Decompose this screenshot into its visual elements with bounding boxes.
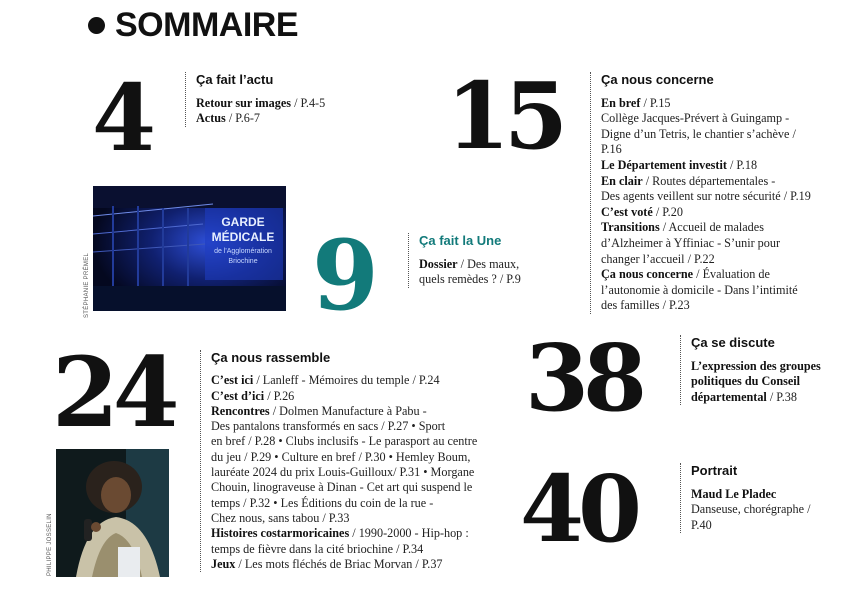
sign-text: MÉDICALE (211, 230, 275, 244)
singer-photo (56, 449, 169, 577)
toc-entry-line[interactable]: L’expression des groupes (691, 358, 821, 373)
toc-entry-line: temps de fièvre dans la cité briochine / P.34 (211, 541, 424, 556)
section-heading: Ça fait l’actu (196, 72, 274, 87)
section-38 (680, 335, 841, 405)
section-heading: Ça nous rassemble (211, 350, 331, 365)
page-title (88, 6, 298, 45)
toc-entry[interactable]: En clair / Routes départementales - (601, 173, 776, 188)
garde-medicale-photo (93, 186, 286, 311)
toc-entry-line: P.16 (601, 142, 622, 157)
toc-entry[interactable]: Ça nous concerne / Évaluation de (601, 267, 770, 282)
section-heading: Ça se discute (691, 335, 775, 350)
section-number-15: 15 (446, 62, 563, 170)
title-text: SOMMAIRE (115, 6, 298, 44)
section-number-9: 9 (312, 219, 373, 332)
toc-entry-line: d’Alzheimer à Yffiniac - S’unir pour (601, 235, 781, 250)
section-4 (185, 72, 366, 127)
toc-entry[interactable]: C’est d’ici / P.26 (211, 388, 295, 403)
section-15 (590, 72, 831, 314)
photo-credit: PHILIPPE JOSSELIN (47, 513, 53, 576)
section-heading: Portrait (691, 463, 738, 478)
toc-entry-line: lauréate 2024 du prix Louis-Guilloux/ P.31 • Morgane (211, 465, 475, 480)
toc-entry[interactable]: Transitions / Accueil de malades (601, 220, 764, 235)
toc-entry[interactable]: Maud Le Pladec (691, 486, 777, 501)
section-number-24: 24 (52, 336, 174, 449)
section-heading: Ça fait la Une (419, 233, 502, 248)
toc-entry-line: des familles / P.23 (601, 298, 690, 313)
section-number-4: 4 (92, 64, 151, 172)
toc-entry-line: Des pantalons transformés en sacs / P.27 • Sport (211, 419, 446, 434)
toc-entry[interactable]: Rencontres / Dolmen Manufacture à Pabu - (211, 403, 427, 418)
toc-entry[interactable]: C’est voté / P.20 (601, 204, 683, 219)
bullet-dot (88, 17, 105, 34)
sign-text: Briochine (228, 258, 258, 265)
toc-entry[interactable]: Le Département investit / P.18 (601, 157, 758, 172)
toc-entry-line: l’autonomie à domicile - Dans l’intimité (601, 282, 798, 297)
toc-entry-line: Collège Jacques-Prévert à Guingamp - (601, 111, 790, 126)
toc-entry-line: Chez nous, sans tabou / P.33 (211, 510, 350, 525)
toc-entry-line: Digne d’un Tetris, le chantier s’achève / (601, 126, 796, 141)
toc-entry-line: changer l’accueil / P.22 (601, 251, 715, 266)
section-heading: Ça nous concerne (601, 72, 714, 87)
toc-entry-line: Chouin, linograveuse à Dinan - Cet art qui suspend le (211, 480, 473, 495)
toc-entry-line: quels remèdes ? / P.9 (419, 272, 521, 287)
toc-entry[interactable]: En bref / P.15 (601, 95, 671, 110)
section-40 (680, 463, 841, 533)
toc-entry-line: temps / P.32 • Les Éditions du coin de la rue - (211, 495, 434, 510)
section-9 (408, 233, 579, 288)
section-number-38: 38 (525, 324, 642, 432)
toc-entry-line: Des agents veillent sur notre sécurité / P.19 (601, 189, 811, 204)
toc-entry[interactable]: départemental / P.38 (691, 389, 797, 404)
photo-credit: STÉPHANIE PRÉMEL (84, 252, 90, 318)
toc-entry[interactable]: Dossier / Des maux, (419, 256, 520, 271)
section-number-40: 40 (520, 455, 637, 563)
toc-entry-line: en bref / P.28 • Clubs inclusifs - Le parasport au centre (211, 434, 478, 449)
toc-entry[interactable]: Actus / P.6-7 (196, 111, 260, 126)
sign-text: de l'Agglomération (214, 248, 272, 255)
toc-entry[interactable]: C’est ici / Lanleff - Mémoires du temple / P.24 (211, 373, 440, 388)
toc-entry[interactable]: Histoires costarmoricaines / 1990-2000 - Hip-hop : (211, 526, 469, 541)
sign-text: GARDE (221, 215, 265, 229)
toc-entry-line: du jeu / P.29 • Culture en bref / P.30 • Hemley Boum, (211, 449, 471, 464)
toc-entry-line: Danseuse, chorégraphe / (691, 502, 811, 517)
toc-entry-line: P.40 (691, 517, 712, 532)
section-24 (200, 350, 496, 572)
toc-entry-line[interactable]: politiques du Conseil (691, 374, 801, 389)
toc-entry[interactable]: Jeux / Les mots fléchés de Briac Morvan / P.37 (211, 556, 443, 571)
toc-entry[interactable]: Retour sur images / P.4-5 (196, 95, 326, 110)
